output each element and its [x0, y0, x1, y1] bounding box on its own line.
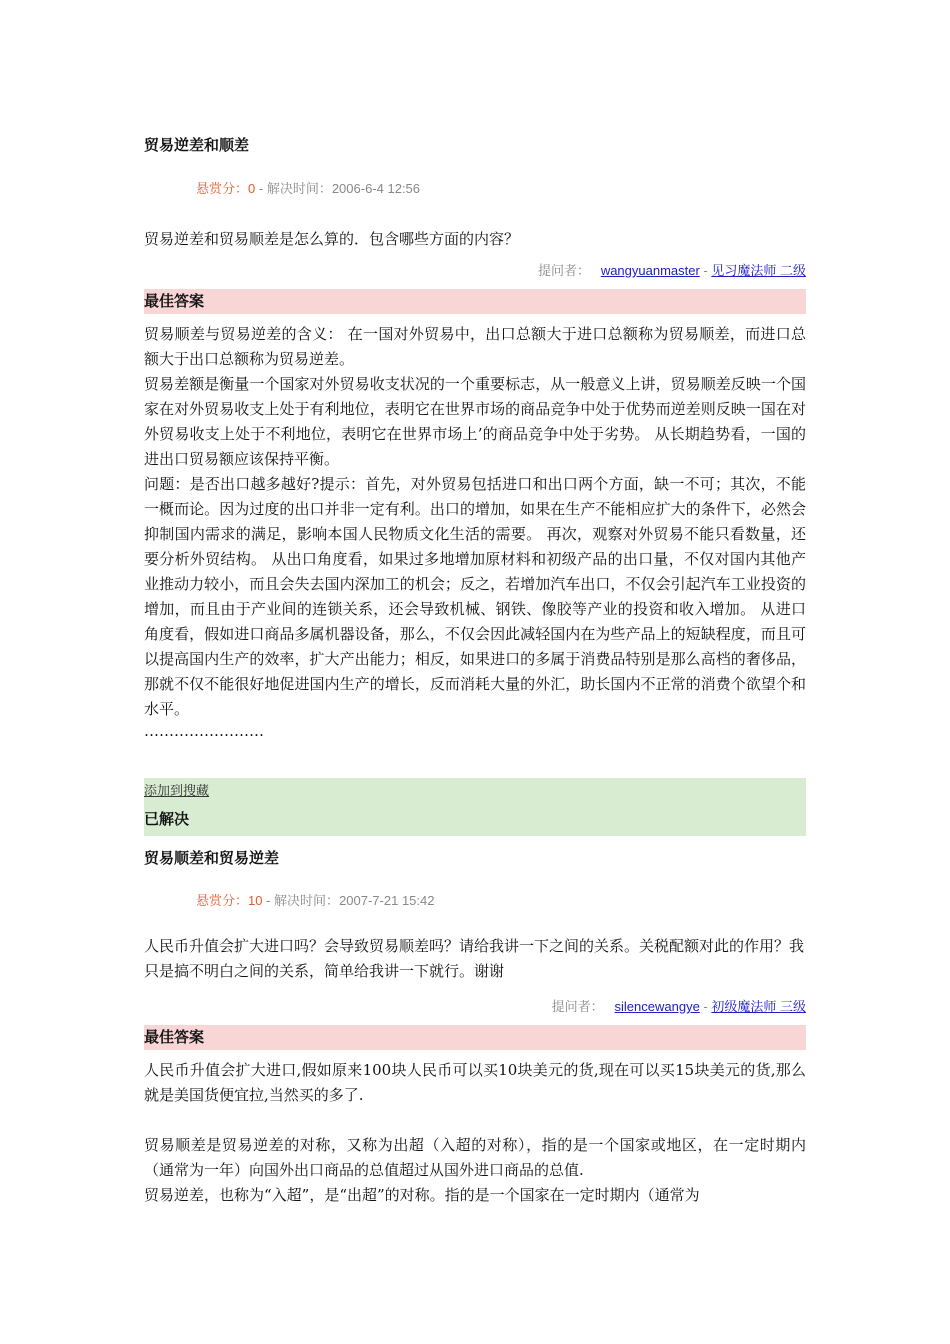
answer-paragraph: 问题：是否出口越多越好?提示：首先，对外贸易包括进口和出口两个方面，缺一不可；其次，不能一概而论。因为过度的出口并非一定有利。出口的增加，如果在生产不能相应扩大的条件下，必然会抑制国内需求的满足，影响本国人民物质文化生活的需要。 再次，观察对外贸易不能只看数量，还要分析外贸结构。 从出口角度看，如果过多地增加原材料和初级产品的出口量，不仅对国内其他产业推动力较小，而且会失去国内深加工的机会；反之，若增加汽车出口，不仅会引起汽车工业投资的增加，而且由于产业间的连锁关系，还会导致机械、钢铁、像胶等产业的投资和收入增加。 从进口角度看，假如进口商品多属机器设备，那么，不仅会因此减轻国内在为些产品上的短缺程度，而且可以提高国内生产的效率，扩大产出能力；相反，如果进口的多属于消费品特别是那么高档的奢侈品，那就不仅不能很好地促进国内生产的增长，反而消耗大量的外汇，助长国内不正常的消费个欲望个和水平。 [144, 475, 806, 718]
asker-info [538, 260, 806, 279]
asker-level-link[interactable]: 见习魔法师 二级 [711, 263, 806, 278]
best-answer-header: 最佳答案 [144, 289, 806, 314]
reward-value: 10 [248, 893, 263, 908]
question-title: 贸易顺差和贸易逆差 [144, 849, 280, 867]
question-meta [196, 178, 420, 197]
answer-paragraph: 人民币升值会扩大进口,假如原来100块人民币可以买10块美元的货,现在可以买15块美元的货,那么就是美国货便宜拉,当然买的多了. [144, 1061, 806, 1104]
asker-label: 提问者： [537, 263, 590, 278]
asker-dash: - [699, 263, 712, 278]
asker-info [552, 996, 806, 1015]
answer-ellipsis: …………………… [144, 722, 264, 740]
add-to-favorites-link[interactable]: 添加到搜藏 [144, 784, 210, 799]
reward-value: 0 [248, 181, 256, 196]
answer-paragraph: 贸易顺差是贸易逆差的对称，又称为出超（入超的对称），指的是一个国家或地区，在一定时期内（通常为一年）向国外出口商品的总值超过从国外进口商品的总值. [144, 1136, 806, 1179]
asker-name-link[interactable]: silencewangye [614, 999, 700, 1014]
meta-separator: - [255, 181, 267, 196]
reward-label: 悬赏分： [196, 893, 249, 908]
best-answer-header: 最佳答案 [144, 1025, 806, 1050]
answer-paragraph: 贸易差额是衡量一个国家对外贸易收支状况的一个重要标志，从一般意义上讲，贸易顺差反映一个国家在对外贸易收支上处于有利地位，表明它在世界市场的商品竞争中处于优势而逆差则反映一国在对外贸易收支上处于不利地位，表明它在世界市场上’的商品竞争中处于劣势。 从长期趋势看，一国的进出口贸易额应该保持平衡。 [144, 375, 806, 468]
answer-paragraph: 贸易逆差，也称为“入超”，是“出超”的对称。指的是一个国家在一定时期内（通常为 [144, 1186, 700, 1204]
answer-paragraph: 贸易顺差与贸易逆差的含义： 在一国对外贸易中，出口总额大于进口总额称为贸易顺差，而进口总额大于出口总额称为贸易逆差。 [144, 325, 806, 368]
asker-label: 提问者： [551, 999, 604, 1014]
best-answer-body [144, 322, 806, 740]
solve-time: 2006-6-4 12:56 [331, 181, 421, 196]
meta-separator: - [262, 893, 275, 908]
status-bar [144, 778, 806, 836]
solve-time: 2007-7-21 15:42 [339, 893, 435, 908]
solve-time-label: 解决时间： [274, 893, 340, 908]
best-answer-body [144, 1058, 806, 1208]
asker-dash: - [699, 999, 712, 1014]
question-body: 人民币升值会扩大进口吗？会导致贸易顺差吗？请给我讲一下之间的关系。关税配额对此的作用？我只是搞不明白之间的关系，简单给我讲一下就行。谢谢 [144, 937, 805, 980]
question-title: 贸易逆差和顺差 [144, 136, 250, 154]
question-body: 贸易逆差和贸易顺差是怎么算的．包含哪些方面的内容？ [144, 230, 520, 248]
solved-label: 已解决 [144, 810, 190, 828]
reward-label: 悬赏分： [196, 181, 249, 196]
asker-level-link[interactable]: 初级魔法师 三级 [711, 999, 806, 1014]
asker-name-link[interactable]: wangyuanmaster [600, 263, 700, 278]
question-meta [196, 890, 434, 909]
solve-time-label: 解决时间： [266, 181, 332, 196]
